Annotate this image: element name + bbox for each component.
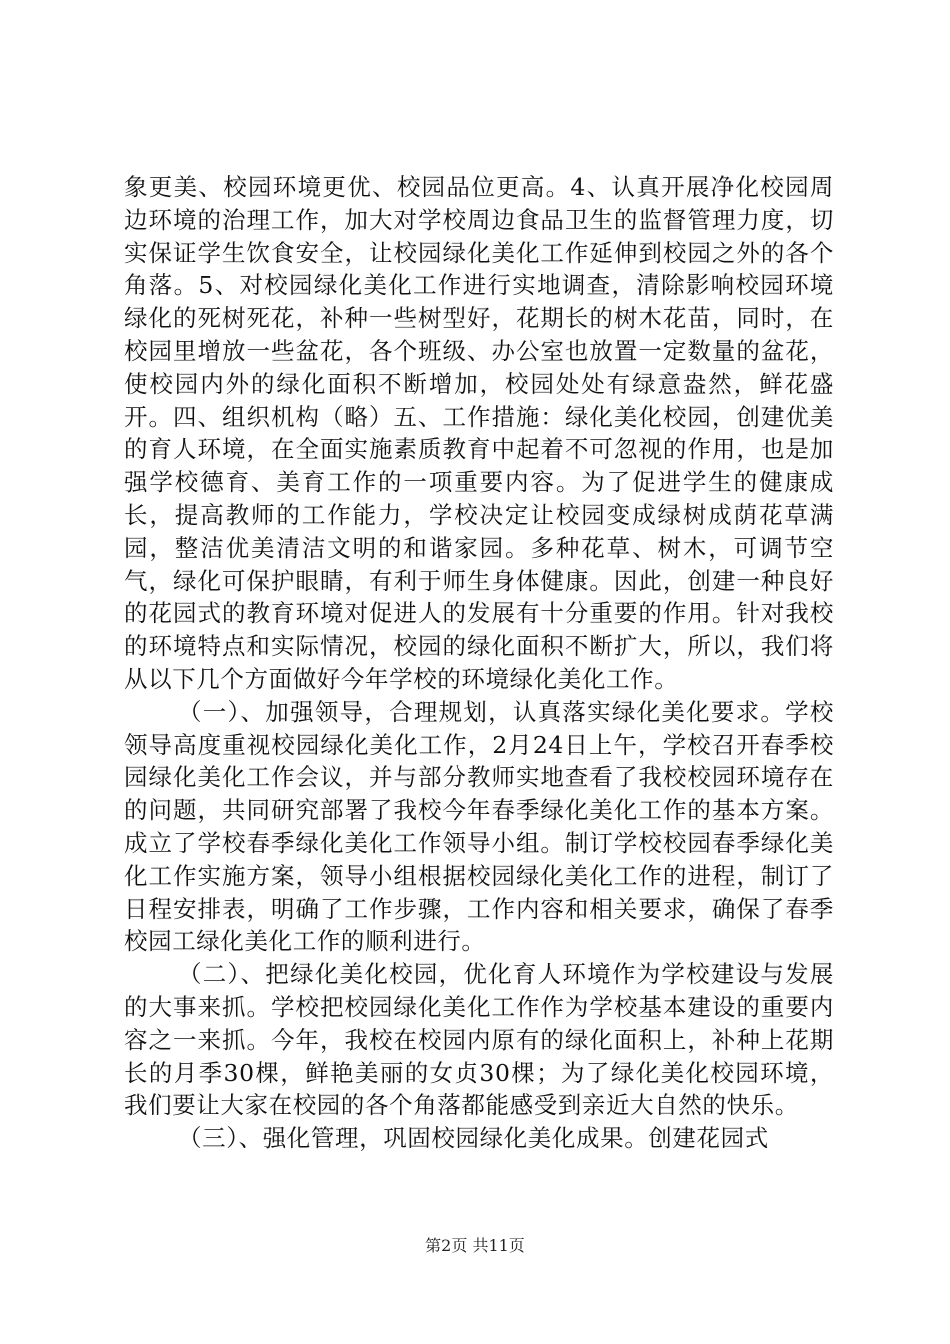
- document-body: [124, 171, 834, 1155]
- paragraph-continuation: 象更美、校园环境更优、校园品位更高。4、认真开展净化校园周边环境的治理工作，加大对学校周边食品卫生的监督管理力度，切实保证学生饮食安全，让校园绿化美化工作延伸到校园之外的各个角落。5、对校园绿化美化工作进行实地调查，清除影响校园环境绿化的死树死花，补种一些树型好，花期长的树木花苗，同时，在校园里增放一些盆花，各个班级、办公室也放置一定数量的盆花，使校园内外的绿化面积不断增加，校园处处有绿意盎然，鲜花盛开。四、组织机构（略）五、工作措施：绿化美化校园，创建优美的育人环境，在全面实施素质教育中起着不可忽视的作用，也是加强学校德育、美育工作的一项重要内容。为了促进学生的健康成长，提高教师的工作能力，学校决定让校园变成绿树成荫花草满园，整洁优美清洁文明的和谐家园。多种花草、树木，可调节空气，绿化可保护眼睛，有利于师生身体健康。因此，创建一种良好的花园式的教育环境对促进人的发展有十分重要的作用。针对我校的环境特点和实际情况，校园的绿化面积不断扩大，所以，我们将从以下几个方面做好今年学校的环境绿化美化工作。: [124, 173, 834, 693]
- paragraph-section-1: （一）、加强领导，合理规划，认真落实绿化美化要求。学校领导高度重视校园绿化美化工作，2月24日上午，学校召开春季校园绿化美化工作会议，并与部分教师实地查看了我校校园环境存在的问题，共同研究部署了我校今年春季绿化美化工作的基本方案。成立了学校春季绿化美化工作领导小组。制订学校校园春季绿化美化工作实施方案，领导小组根据校园绿化美化工作的进程，制订了日程安排表，明确了工作步骤，工作内容和相关要求，确保了春季校园工绿化美化工作的顺利进行。: [124, 697, 834, 956]
- paragraph-section-2: （二）、把绿化美化校园，优化育人环境作为学校建设与发展的大事来抓。学校把校园绿化美化工作作为学校基本建设的重要内容之一来抓。今年，我校在校园内原有的绿化面积上，补种上花期长的月季30棵，鲜艳美丽的女贞30棵；为了绿化美化校园环境，我们要让大家在校园的各个角落都能感受到亲近大自然的快乐。: [124, 960, 834, 1120]
- page-number-footer: 第2页 共11页: [425, 1236, 525, 1255]
- paragraph-section-3: （三）、强化管理，巩固校园绿化美化成果。创建花园式: [178, 1124, 769, 1153]
